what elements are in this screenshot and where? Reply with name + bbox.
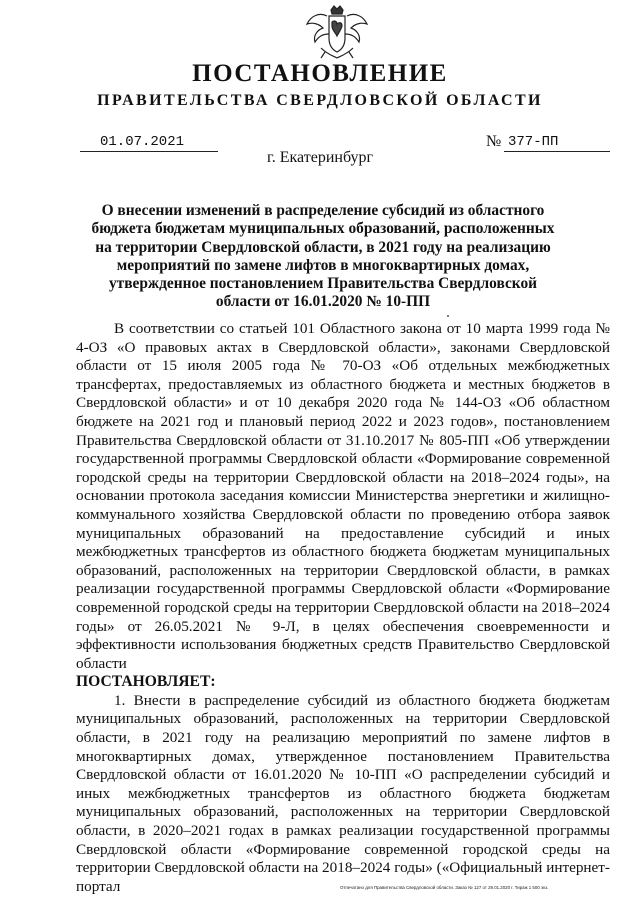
document-heading: О внесении изменений в распределение субсидий из областного бюджета бюджетам муниципальных образований, расположенных на территории Свердловской области, в 2021 году на реализацию мероприятий по замене лифтов в многоквартирных домах, утвержденное постановлением Правительства Свердловской области от 16.01.2020 № 10-ПП xyxy=(91,202,555,311)
issuing-authority: ПРАВИТЕЛЬСТВА СВЕРДЛОВСКОЙ ОБЛАСТИ xyxy=(97,92,543,109)
city: г. Екатеринбург xyxy=(266,149,374,166)
document-date: 01.07.2021 xyxy=(80,134,218,152)
decree-word: ПОСТАНОВЛЯЕТ: xyxy=(76,673,216,691)
coat-of-arms-icon xyxy=(301,4,373,62)
item-1-paragraph: 1. Внести в распределение субсидий из областного бюджета бюджетам муниципальных образований, расположенных на территории Свердловской области, в 2021 году на реализацию мероприятий по замене лифтов в многоквартирных домах, утвержденное постановлением Правительства Свердловской области от 16.01.2020 № 10-ПП «О распределении субсидий и иных межбюджетных трансфертов из областного бюджета бюджетам муниципальных образований, расположенных на территории Свердловской области, в 2020–2021 годах в рамках реализации государственной программы Свердловской области «Формирование современной городской среды на территории Свердловской области на 2018–2024 годы» («Официальный интернет-портал xyxy=(76,691,610,895)
document-title: ПОСТАНОВЛЕНИЕ xyxy=(192,60,448,87)
preamble-paragraph: В соответствии со статьей 101 Областного закона от 10 марта 1999 года № 4-ОЗ «О правовых актах в Свердловской области», законами Свердловской области от 15 июля 2005 года № 70-ОЗ «Об отдельных межбюджетных трансфертах, предоставляемых из областного бюджета и местных бюджетов в Свердловской области» и от 10 декабря 2020 года № 144-ОЗ «Об областном бюджете на 2021 год и плановый период 2022 и 2023 годов», постановлением Правительства Свердловской области от 31.10.2017 № 805-ПП «Об утверждении государственной программы Свердловской области «Формирование современной городской среды на территории Свердловской области на 2018–2024 годы», на основании протокола заседания комиссии Министерства энергетики и жилищно-коммунального хозяйства Свердловской области по проведению отбора заявок муниципальных образований на предоставление субсидий и иных межбюджетных трансфертов из областного бюджета бюджетам муниципальных образований, расположенных на территории Свердловской области, в рамках реализации государственной программы Свердловской области «Формирование современной городской среды на территории Свердловской области на 2018–2024 годы» от 26.05.2021 № 9-Л, в целях обеспечения своевременности и эффективности использования бюджетных средств Правительство Свердловской области xyxy=(76,320,610,672)
document-number: 377-ПП xyxy=(504,134,610,152)
number-label: № xyxy=(486,133,502,150)
scan-speck xyxy=(447,315,449,317)
print-footer: Отпечатано для Правительства Свердловской области. Заказ № 127 от 29.01.2020 г. Тираж 1 500 экз. xyxy=(340,885,549,890)
document-body xyxy=(76,320,610,896)
